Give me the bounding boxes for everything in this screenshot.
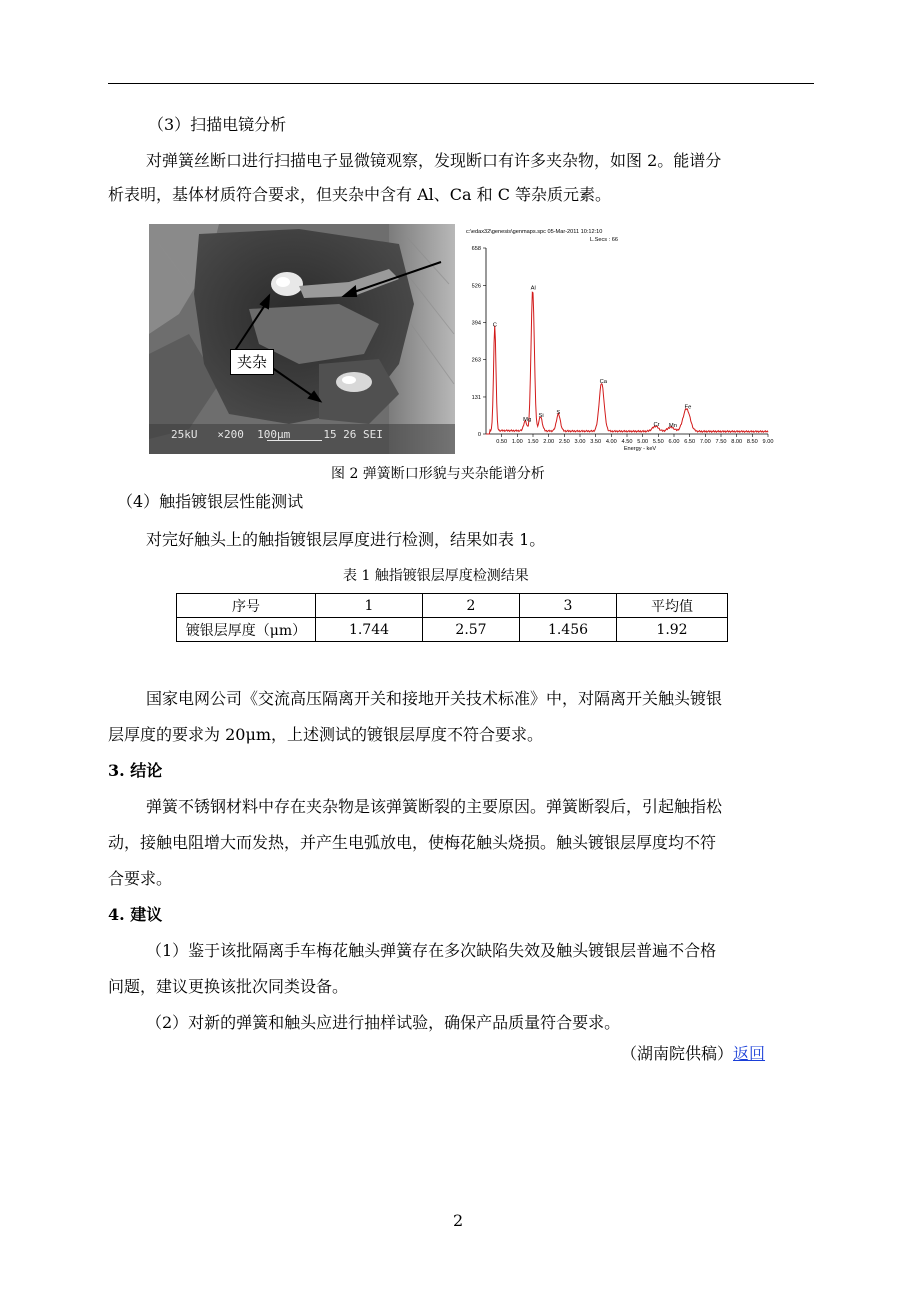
y-tick-label: 394	[471, 320, 481, 327]
conclusion-heading: 3. 结论	[108, 761, 163, 780]
x-tick-label: 3.50	[590, 439, 602, 445]
source-credit: （湖南院供稿）	[621, 1044, 734, 1063]
chart-title: c:\edax32\genesis\genmaps.spc 05-Mar-2011 10:12:10	[466, 229, 603, 235]
eds-spectrum-chart	[460, 222, 774, 454]
x-tick-label: 9.00	[762, 439, 774, 445]
section4-para2-line1: 国家电网公司《交流高压隔离开关和接地开关技术标准》中，对隔离开关触头镀银	[146, 689, 723, 708]
table-cell: 1.456	[520, 618, 617, 642]
x-tick-label: 1.50	[527, 439, 539, 445]
section4-para2-line2: 层厚度的要求为 20μm，上述测试的镀银层厚度不符合要求。	[108, 725, 544, 744]
table-header-cell: 序号	[177, 594, 316, 618]
sem-scale-bar	[267, 440, 322, 441]
suggestion-item2: （2）对新的弹簧和触头应进行抽样试验，确保产品质量符合要求。	[146, 1013, 621, 1032]
section3-para-line2: 析表明，基体材质符合要求，但夹杂中含有 Al、Ca 和 C 等杂质元素。	[108, 185, 612, 204]
chart-subtitle: L.Secs : 66	[590, 237, 618, 243]
x-tick-label: 1.00	[511, 439, 523, 445]
peak-label-mn: Mn	[668, 422, 677, 429]
footer-source-line	[621, 1043, 765, 1065]
sem-inclusion-label: 夹杂	[230, 349, 274, 375]
page-number: 2	[453, 1211, 464, 1230]
y-tick-label: 0	[477, 432, 481, 438]
peak-label-fe: Fe	[684, 404, 692, 411]
y-tick-label: 131	[471, 394, 481, 401]
x-tick-label: 6.50	[684, 439, 696, 445]
table-cell: 2.57	[423, 618, 520, 642]
x-tick-label: 3.00	[574, 439, 586, 445]
peak-label-al: Al	[530, 285, 536, 292]
section4-heading: （4）触指镀银层性能测试	[117, 492, 304, 511]
suggestion-heading: 4. 建议	[108, 905, 163, 924]
section3-para-line1: 对弹簧丝断口进行扫描电子显微镜观察，发现断口有许多夹杂物，如图 2。能谱分	[146, 151, 722, 170]
y-tick-label: 526	[471, 283, 481, 290]
section4-para: 对完好触头上的触指镀银层厚度进行检测，结果如表 1。	[146, 530, 546, 549]
x-tick-label: 6.00	[668, 439, 680, 445]
table-header-cell: 3	[520, 594, 617, 618]
x-tick-label: 4.00	[605, 439, 617, 445]
suggestion-item1-line1: （1）鉴于该批隔离手车梅花触头弹簧存在多次缺陷失效及触头镀银层普遍不合格	[146, 941, 717, 960]
back-link[interactable]: 返回	[733, 1044, 766, 1063]
table1-caption: 表 1 触指镀银层厚度检测结果	[343, 568, 529, 584]
y-tick-label: 263	[471, 357, 481, 364]
x-tick-label: 4.50	[621, 439, 633, 445]
peak-label-c: C	[492, 322, 497, 329]
x-tick-label: 0.50	[496, 439, 508, 445]
table-cell: 镀银层厚度（μm）	[177, 618, 316, 642]
section3-heading: （3）扫描电镜分析	[148, 115, 287, 134]
peak-label-si: Si	[538, 412, 544, 419]
table-header-cell: 平均值	[617, 594, 728, 618]
conclusion-line1: 弹簧不锈钢材料中存在夹杂物是该弹簧断裂的主要原因。弹簧断裂后，引起触指松	[146, 797, 723, 816]
figure2-caption: 图 2 弹簧断口形貌与夹杂能谱分析	[331, 466, 545, 482]
x-axis-label: Energy - keV	[623, 446, 657, 452]
x-tick-label: 8.50	[746, 439, 758, 445]
sem-scale-bar-text: 25kU ×200 100μm 15 26 SEI	[171, 428, 383, 441]
suggestion-item1-line2: 问题，建议更换该批次同类设备。	[108, 977, 349, 996]
table-cell: 1.92	[617, 618, 728, 642]
thickness-table	[176, 593, 728, 642]
peak-label-ca: Ca	[599, 378, 608, 385]
table-header-cell: 1	[316, 594, 423, 618]
conclusion-line3: 合要求。	[108, 869, 173, 888]
x-tick-label: 2.00	[543, 439, 555, 445]
spectrum-series-line	[486, 292, 768, 434]
table-cell: 1.744	[316, 618, 423, 642]
table-row	[177, 618, 728, 642]
x-tick-label: 7.50	[715, 439, 727, 445]
x-tick-label: 8.00	[731, 439, 743, 445]
y-tick-label: 658	[471, 246, 481, 252]
x-tick-label: 5.00	[637, 439, 649, 445]
table-header-row	[177, 594, 728, 618]
x-tick-label: 2.50	[558, 439, 570, 445]
peak-label-cr: Cr	[653, 421, 660, 428]
sem-fracture-image	[149, 224, 455, 454]
conclusion-line2: 动，接触电阻增大而发热，并产生电弧放电，使梅花触头烧损。触头镀银层厚度均不符	[108, 833, 717, 852]
header-rule	[108, 83, 814, 84]
table-header-cell: 2	[423, 594, 520, 618]
peak-label-mg: Mg	[523, 417, 532, 424]
x-tick-label: 5.50	[652, 439, 664, 445]
x-tick-label: 7.00	[699, 439, 711, 445]
peak-label-s: S	[556, 410, 561, 417]
